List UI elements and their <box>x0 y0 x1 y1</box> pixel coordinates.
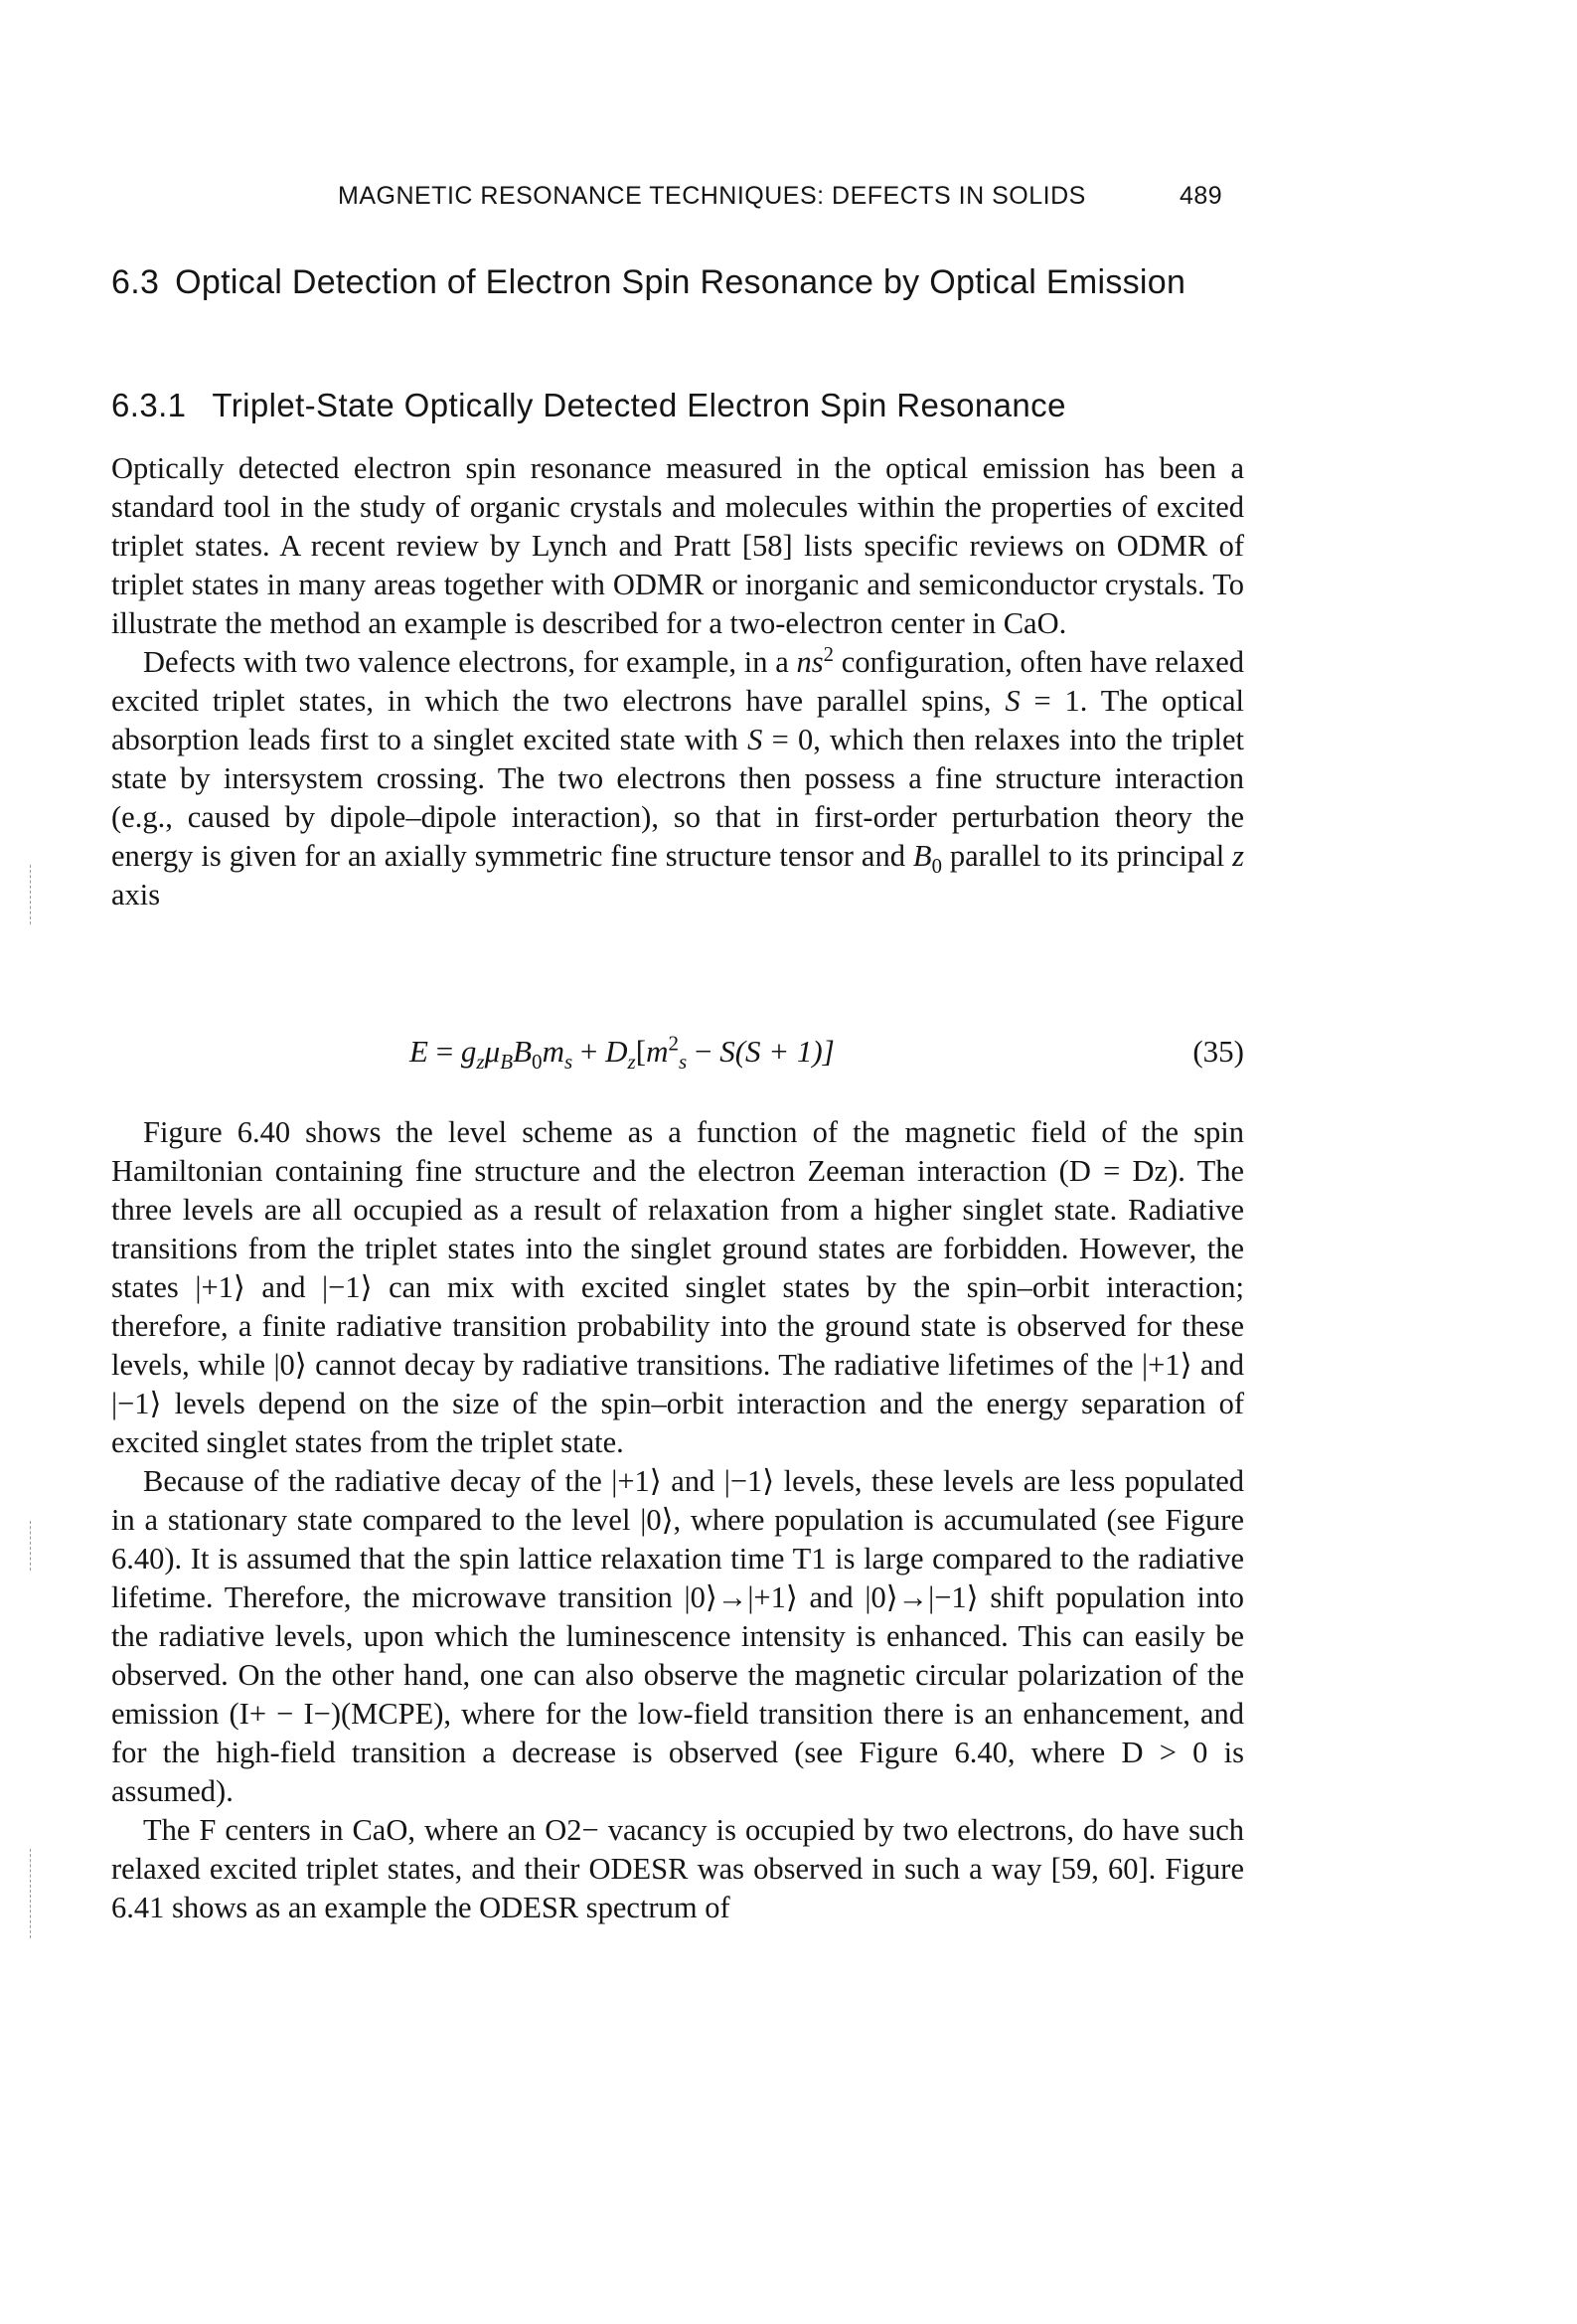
paragraph-3: Figure 6.40 shows the level scheme as a function of the magnetic field of the spin Hamiltonian containing fine structure and the electron Zeeman interaction (D = Dz). The three levels are all occupied as a result of relaxation from a higher singlet state. Radiative transitions from the triplet states into the singlet ground states are forbidden. However, the states |+1⟩ and |−1⟩ can mix with excited singlet states by the spin–orbit interaction; therefore, a finite radiative transition probability into the ground state is observed for these levels, while |0⟩ cannot decay by radiative transitions. The radiative lifetimes of the |+1⟩ and |−1⟩ levels depend on the size of the spin–orbit interaction and the energy separation of excited singlet states from the triplet state. <box>111 1115 1244 1459</box>
paragraph-2: Defects with two valence electrons, for example, in a $ns^2$ configuration, often have relaxed excited triplet states, in which the two electrons have parallel spins, S = 1. The optical absorption leads first to a singlet excited state with S = 0, which then relaxes into the triplet state by intersystem crossing. The two electrons then possess a fine structure interaction (e.g., caused by dipole–dipole interaction), so that in first-order perturbation theory the energy is given for an axially symmetric fine structure tensor and $B_0$ parallel to its principal z axis <box>111 643 1245 912</box>
section-heading <box>111 260 1254 304</box>
equation-number: (35) <box>1192 1034 1244 1069</box>
text-block-before-equation <box>111 449 1244 914</box>
scan-margin-mark <box>30 1849 33 1938</box>
running-head-title: MAGNETIC RESONANCE TECHNIQUES: DEFECTS IN SOLIDS <box>338 182 1086 210</box>
paragraph-4: Because of the radiative decay of the |+1⟩ and |−1⟩ levels, these levels are less populated in a stationary state compared to the level |0⟩, where population is accumulated (see Figure 6.40). It is assumed that the spin lattice relaxation time T1 is large compared to the radiative lifetime. Therefore, the microwave transition |0⟩→|+1⟩ and |0⟩→|−1⟩ shift population into the radiative levels, upon which the luminescence intensity is enhanced. This can easily be observed. On the other hand, one can also observe the magnetic circular polarization of the emission (I+ − I−)(MCPE), where for the low-field transition there is an enhancement, and for the high-field transition a decrease is observed (see Figure 6.40, where D > 0 is assumed). <box>111 1464 1244 1808</box>
text-block-after-equation <box>111 1113 1244 1927</box>
section-number: 6.3 <box>111 263 160 301</box>
page-number: 489 <box>1180 182 1223 210</box>
equation-35 <box>111 1031 1244 1078</box>
subsection-number: 6.3.1 <box>111 387 187 423</box>
scan-margin-mark <box>30 1521 33 1571</box>
subsection-title: Triplet-State Optically Detected Electron Spin Resonance <box>212 387 1066 423</box>
subsection-heading <box>111 386 1254 425</box>
paragraph-5: The F centers in CaO, where an O2− vacancy is occupied by two electrons, do have such relaxed excited triplet states, and their ODESR was observed in such a way [59, 60]. Figure 6.41 shows as an example the ODESR spectrum of <box>111 1813 1244 1924</box>
scan-margin-mark <box>30 865 33 924</box>
section-title: Optical Detection of Electron Spin Resonance by Optical Emission <box>175 263 1186 301</box>
equation-body: $E = g_z\mu_BB_0m_s + D_z[m^2_s - S(S + 1)]$ <box>409 1031 835 1075</box>
paragraph-1: Optically detected electron spin resonance measured in the optical emission has been a standard tool in the study of organic crystals and molecules within the properties of excited triplet states. A recent review by Lynch and Pratt [58] lists specific reviews on ODMR of triplet states in many areas together with ODMR or inorganic and semiconductor crystals. To illustrate the method an example is described for a two-electron center in CaO. <box>111 451 1244 640</box>
